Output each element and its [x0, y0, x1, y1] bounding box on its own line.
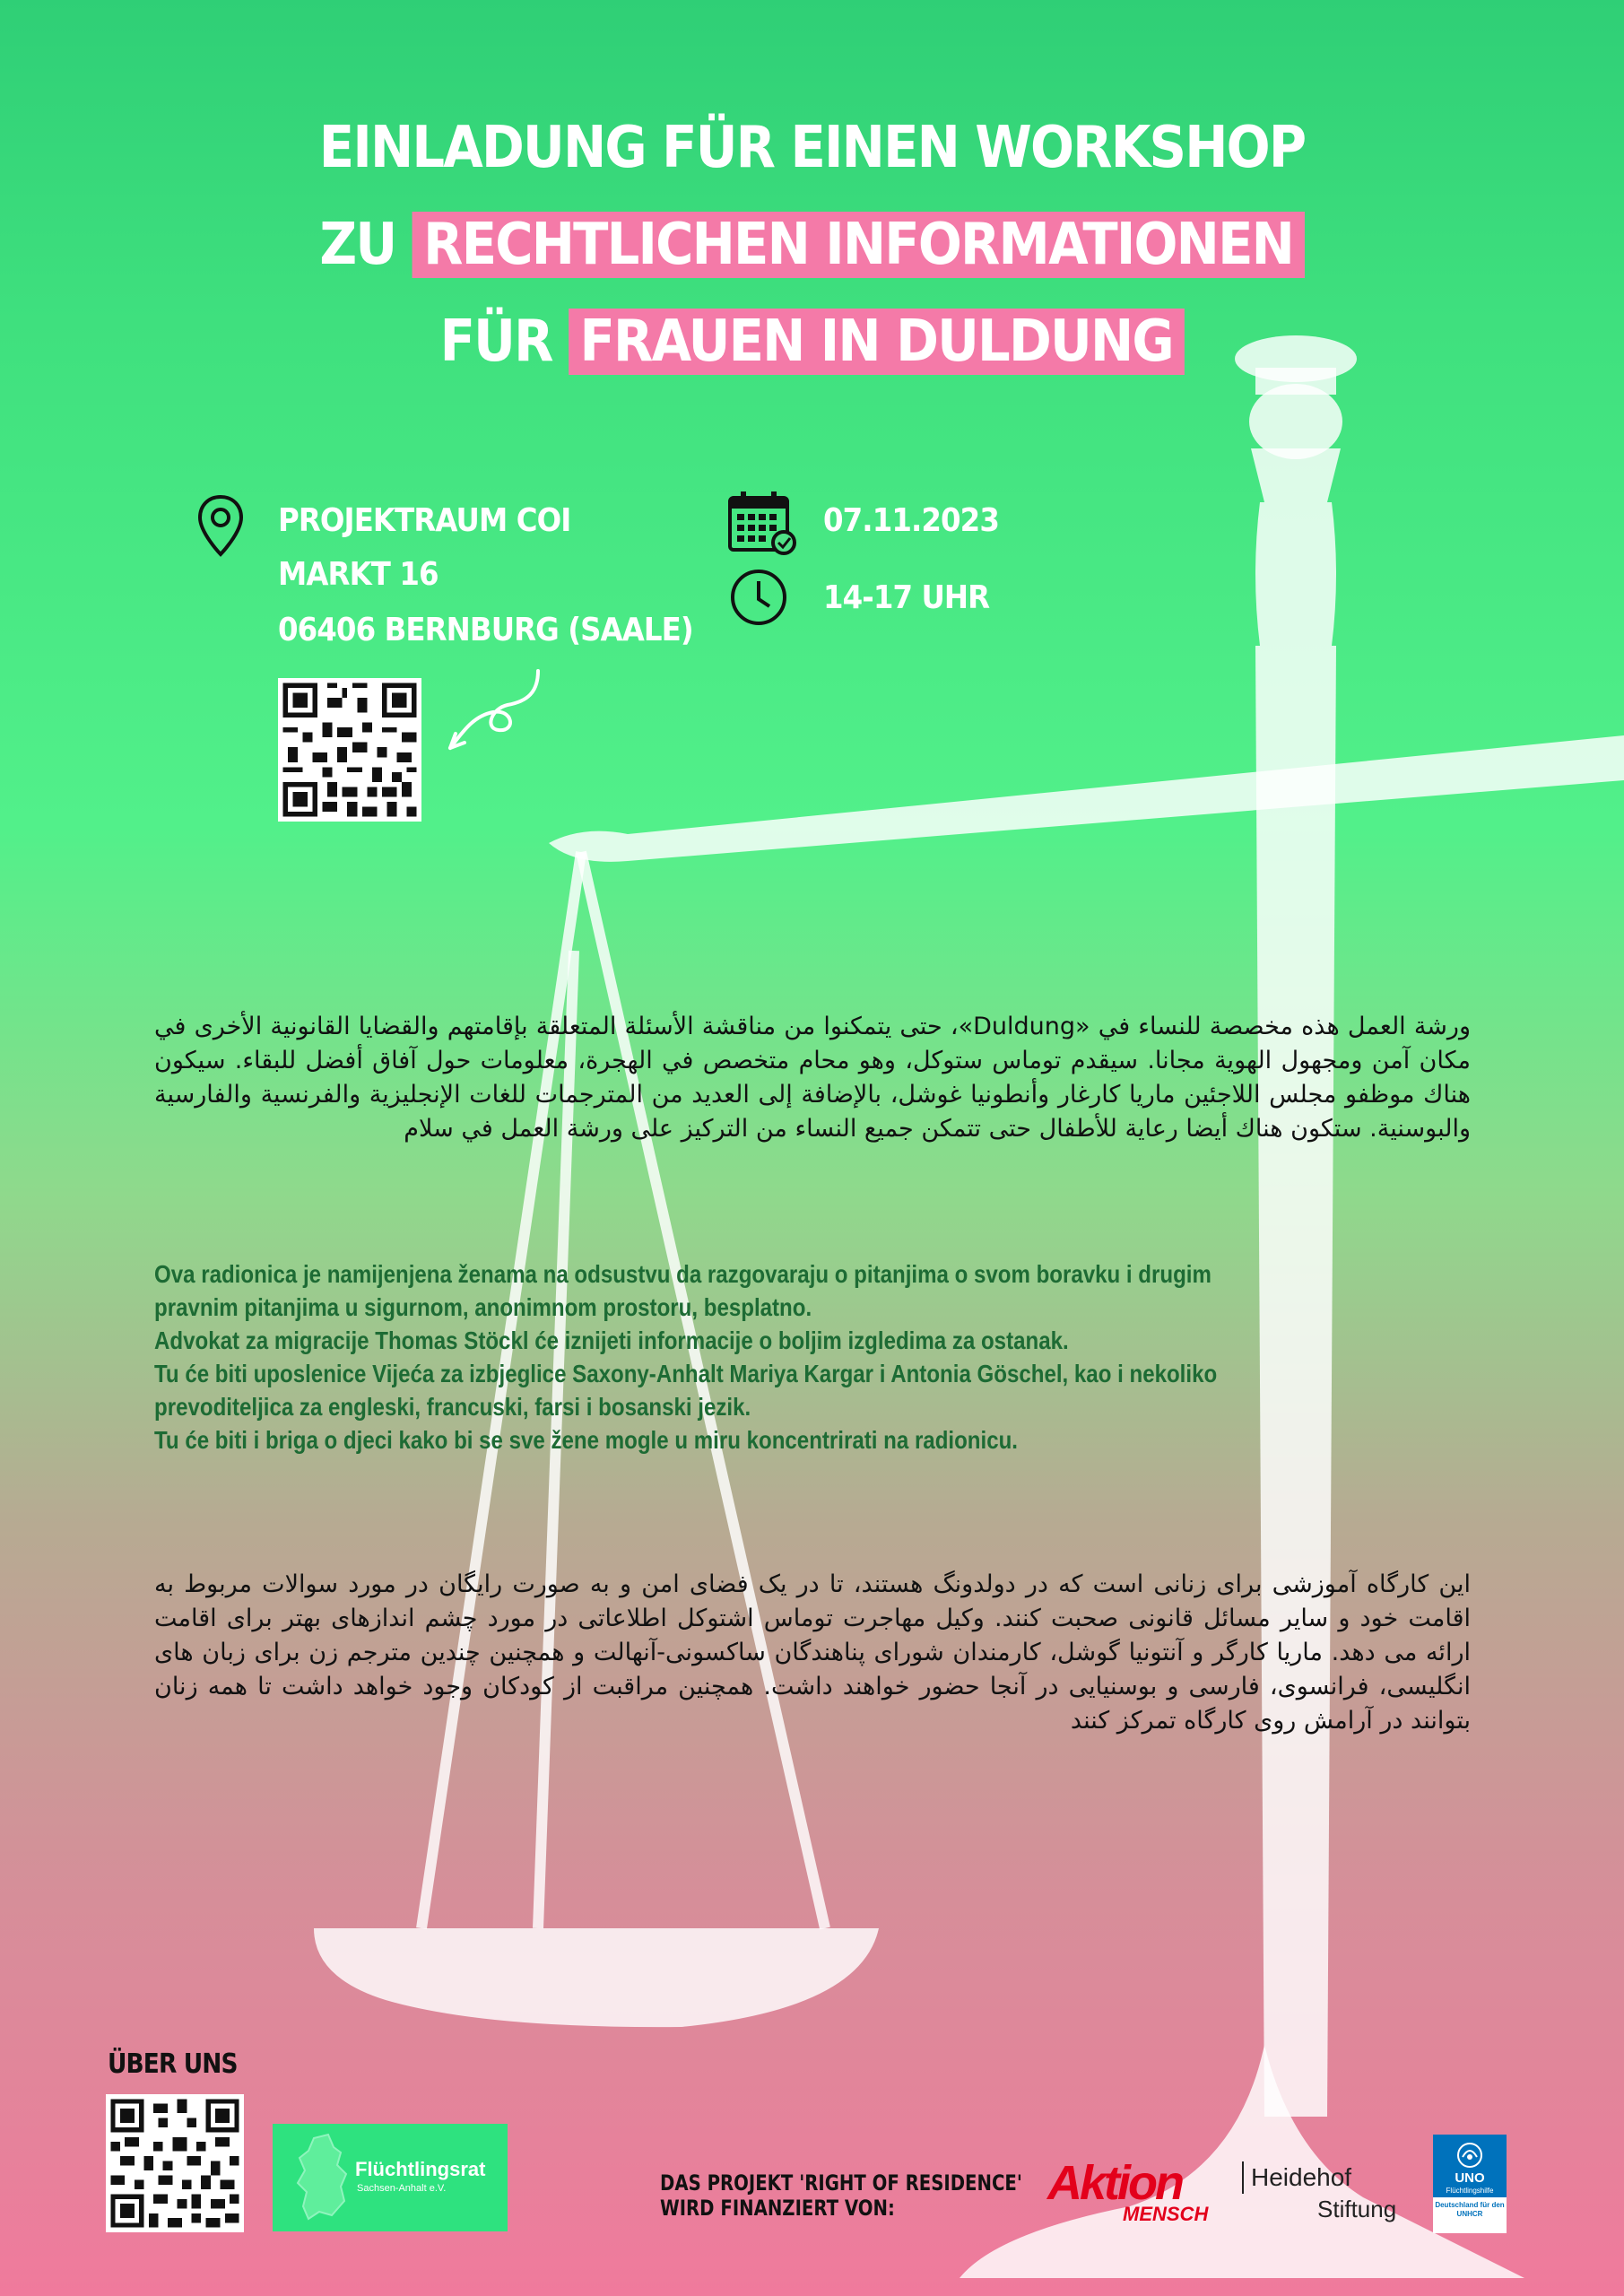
uno-logo-panel	[1433, 2135, 1507, 2197]
event-date: 07.11.2023	[823, 502, 999, 539]
bosnian-description	[154, 1257, 1473, 1457]
about-us-qr-code[interactable]	[106, 2094, 244, 2232]
funding-line-2: WIRD FINANZIERT VON:	[660, 2196, 895, 2221]
title-line-1	[82, 115, 1543, 181]
heidehof-stiftung-logo[interactable]	[1242, 2161, 1412, 2233]
title-line-3-prefix: FÜR	[439, 309, 552, 375]
fluechtlingsrat-logo[interactable]	[273, 2124, 508, 2231]
bosnian-line: Tu će biti i briga o djeci kako bi se sve žene mogle u miru koncentrirati na radionicu.	[154, 1426, 1019, 1454]
bosnian-line: Ova radionica je namijenjena ženama na odsustvu da razgovaraju o pitanjima o svom boravku i drugim	[154, 1260, 1211, 1288]
location-qr-code[interactable]	[278, 678, 421, 822]
bosnian-line: Tu će biti uposlenice Vijeća za izbjeglice Saxony-Anhalt Mariya Kargar i Antonia Göschel, kao i nekoliko	[154, 1360, 1218, 1387]
location-line-3: 06406 BERNBURG (SAALE)	[278, 612, 693, 648]
curved-arrow-icon	[438, 665, 545, 764]
aktion-mensch-main: Aktion	[1047, 2156, 1182, 2210]
title-line-2-highlight: RECHTLICHEN INFORMATIONEN	[413, 212, 1305, 278]
uno-footer-text: Deutschland für den UNHCR	[1435, 2201, 1505, 2218]
bosnian-line: prevoditeljica za engleski, francuski, farsi i bosanski jezik.	[154, 1393, 751, 1421]
unhcr-emblem-icon	[1452, 2137, 1488, 2171]
fluechtlingsrat-name: Flüchtlingsrat	[355, 2158, 486, 2180]
calendar-icon	[726, 489, 798, 557]
about-us-label: ÜBER UNS	[108, 2048, 238, 2080]
location-line-2: MARKT 16	[278, 556, 439, 593]
stiftung-name: Stiftung	[1317, 2196, 1397, 2222]
persian-description: این کارگاه آموزشی برای زنانی است که در دولدونگ هستند، تا در یک فضای امن و به صورت رایگان در مورد سوالات مربوط به اقامت خود و سایر مسائل قانونی صحبت کنند. وکیل مهاجرت توماس اشتوکل اطلاعاتی در مورد چشم اندازهای بهتر برای اقامت ارائه می دهد. ماریا کارگر و آنتونیا گوشل، کارمندان شورای پناهندگان ساکسونی-آنهالت و همچنین چندین مترجم زن برای زبان های انگلیسی، فرانسوی، فارسی و بوسنیایی در آنجا حضور خواهند داشت. همچنین مراقبت از کودکان وجود خواهد داشت تا همه زنان بتوانند در آرامش روی کارگاه تمرکز کنند	[154, 1570, 1471, 1735]
title-line-3	[82, 309, 1543, 375]
clock-icon	[728, 567, 789, 628]
heidehof-name: Heidehof	[1242, 2161, 1351, 2194]
map-pin-icon	[195, 493, 246, 558]
fluechtlingsrat-sub: Sachsen-Anhalt e.V.	[357, 2183, 447, 2194]
location-line-1: PROJEKTRAUM COI	[278, 502, 571, 539]
bosnian-line: Advokat za migracije Thomas Stöckl će iznijeti informacije o boljim izgledima za ostanak.	[154, 1326, 1069, 1354]
funding-note	[660, 2170, 1022, 2221]
title-line-2-prefix: ZU	[319, 212, 396, 278]
uno-sub: Flüchtlingshilfe	[1446, 2187, 1494, 2195]
bosnian-line: pravnim pitanjima u sigurnom, anonimnom prostoru, besplatno.	[154, 1293, 812, 1321]
title-line-2	[82, 212, 1543, 278]
uno-name: UNO	[1455, 2170, 1485, 2186]
event-time: 14-17 UHR	[823, 579, 990, 616]
arabic-description: ورشة العمل هذه مخصصة للنساء في «Duldung»، حتى يتمكنوا من مناقشة الأسئلة المتعلقة بإقامتهم والقضايا القانونية الأخرى في مكان آمن ومجهول الهوية مجانا. سيقدم توماس ستوكل، وهو محام متخصص في الهجرة، معلومات حول آفاق أفضل للبقاء. سيكون هناك موظفو مجلس اللاجئين ماريا كارغار وأنطونيا غوشل، بالإضافة إلى العديد من المترجمات للغات الإنجليزية والفرنسية والفارسية والبوسنية. ستكون هناك أيضا رعاية للأطفال حتى تتمكن جميع النساء من التركيز على ورشة العمل في سلام	[154, 1013, 1472, 1143]
saxony-anhalt-map-icon	[287, 2129, 359, 2228]
title-line-1-text: EINLADUNG FÜR EINEN WORKSHOP	[318, 115, 1306, 181]
funding-line-1: DAS PROJEKT 'RIGHT OF RESIDENCE'	[660, 2170, 1022, 2196]
aktion-mensch-logo[interactable]	[1047, 2158, 1216, 2228]
aktion-mensch-sub: MENSCH	[1123, 2203, 1209, 2225]
uno-fluechtlingshilfe-logo[interactable]	[1433, 2135, 1507, 2233]
title-line-3-highlight: FRAUEN IN DULDUNG	[569, 309, 1185, 375]
